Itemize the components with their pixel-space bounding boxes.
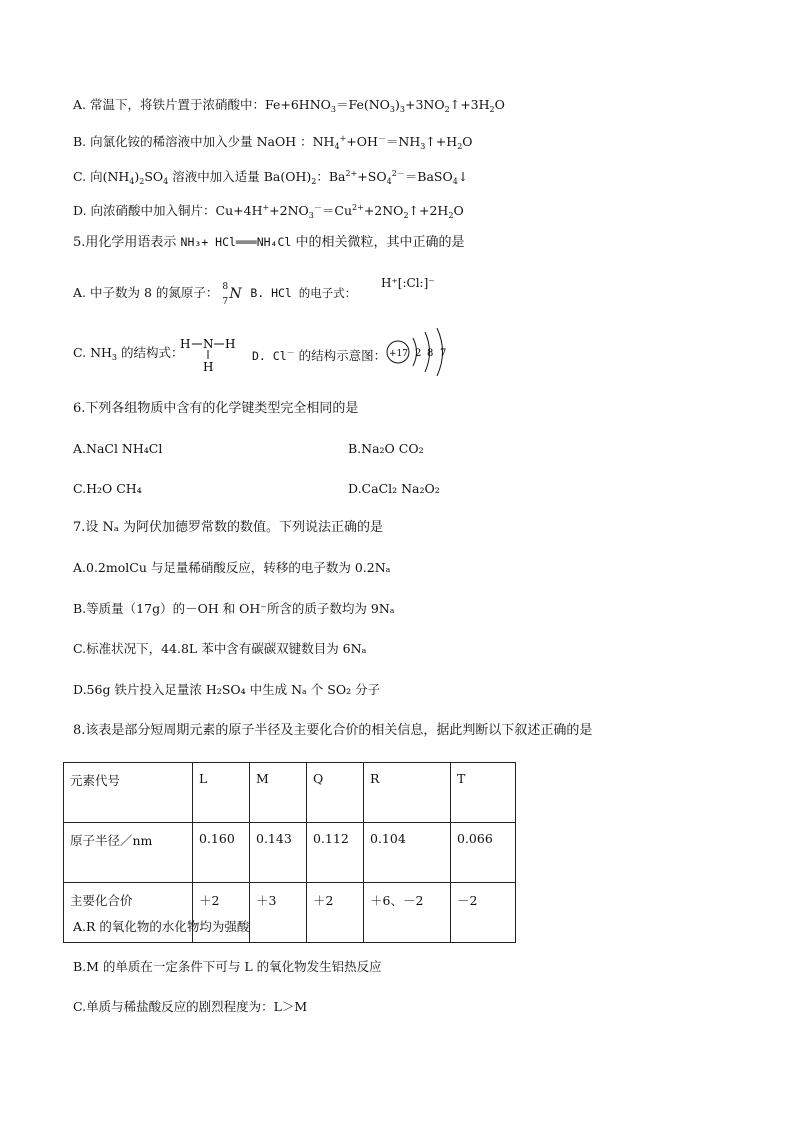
q5-stem-a: 5.用化学用语表示	[73, 235, 181, 250]
q5-option-d-label: D. Cl	[252, 349, 287, 363]
table-cell: 0.160	[193, 823, 250, 883]
q5-option-a	[73, 281, 357, 307]
table-row	[64, 763, 516, 823]
table-cell: 元素代号	[64, 763, 193, 823]
q6-option-b: B.Na₂O CO₂	[348, 441, 424, 456]
hcl-electron-formula	[381, 276, 435, 290]
table-cell: 0.066	[451, 823, 516, 883]
nuclide-notation	[222, 281, 242, 307]
struct-h-left: H	[180, 337, 191, 351]
q4-option-d-text: D. 向浓硝酸中加入铜片：Cu+4H	[73, 203, 263, 218]
struct-h-bottom: H	[203, 360, 214, 374]
q5-option-c: C. $NH_3$ 的结构式：	[73, 345, 184, 362]
nuclide-mass-number: 8	[222, 281, 229, 292]
q4-option-a: A. 常温下，将铁片置于浓硝酸中：$Fe+6HNO_3=Fe(NO_3)_3+3NO_2↑+3H_2O$	[73, 97, 505, 114]
table-cell: ＋3	[250, 883, 307, 943]
table-cell: ＋2	[307, 883, 364, 943]
q6-option-a: A.NaCl NH₄Cl	[73, 441, 163, 456]
table-cell: Q	[307, 763, 364, 823]
q8-option-a: A.R 的氧化物的水化物均为强酸	[73, 919, 250, 934]
struct-n: N	[203, 337, 214, 351]
cl-ion-structure-diagram	[384, 326, 454, 378]
shell-count-2: 8	[427, 348, 434, 359]
q5-option-c-label2: 的结构式：	[117, 345, 184, 360]
q4-option-b: B. 向氯化铵的稀溶液中加入少量 NaOH ：$NH_4^++OH^-=NH_3↑+H_2O$	[73, 134, 473, 151]
q5-option-a-label: A. 中子数为 8 的氮原子：	[73, 285, 219, 300]
q5-option-c-label: C. NH	[73, 345, 112, 360]
q4-option-c: C. 向$(NH_4)_2SO_4$ 溶液中加入适量 $Ba(OH)_2$：$Ba^{2+}+SO_4^{2-}=BaSO_4↓$	[73, 169, 469, 186]
table-cell: M	[250, 763, 307, 823]
q7-option-d: D.56g 铁片投入足量浓 H₂SO₄ 中生成 Nₐ 个 SO₂ 分子	[73, 682, 381, 697]
table-cell: 0.112	[307, 823, 364, 883]
q5-stem-formula: NH₃+ HCl═══NH₄Cl	[180, 235, 292, 249]
q4-option-b-text: B. 向氯化铵的稀溶液中加入少量 NaOH ：NH	[73, 134, 335, 149]
table-cell: ＋6、－2	[364, 883, 451, 943]
nucleus-charge: +17	[389, 349, 408, 359]
table-cell: R	[364, 763, 451, 823]
q5-option-d-label2: 的结构示意图：	[294, 348, 387, 363]
nh3-structural-formula	[178, 334, 238, 374]
hcl-lewis-text: H⁺[:Cl:]⁻	[381, 276, 435, 290]
q8-option-c: C.单质与稀盐酸反应的剧烈程度为：L＞M	[73, 999, 308, 1014]
q7-option-a: A.0.2molCu 与足量稀硝酸反应，转移的电子数为 0.2Nₐ	[73, 560, 391, 575]
q8-option-b: B.M 的单质在一定条件下可与 L 的氧化物发生铝热反应	[73, 959, 382, 974]
q5-stem-b: 中的相关微粒，其中正确的是	[291, 235, 465, 250]
q4-option-d: D. 向浓硝酸中加入铜片：$Cu+4H^++2NO_3^-=Cu^{2+}+2NO_2↑+2H_2O$	[73, 203, 464, 220]
table-row	[64, 823, 516, 883]
shell-count-3: 7	[440, 348, 447, 359]
struct-h-right: H	[225, 337, 236, 351]
table-cell: ＋2	[193, 883, 250, 943]
nuclide-atomic-number: 7	[222, 296, 229, 307]
q7-stem: 7.设 Nₐ 为阿伏加德罗常数的数值。下列说法正确的是	[73, 520, 384, 535]
shell-count-1: 2	[415, 348, 422, 359]
table-cell: 原子半径／nm	[64, 823, 193, 883]
q4-option-c-text: C. 向(NH	[73, 169, 130, 184]
q7-option-c: C.标准状况下，44.8L 苯中含有碳碳双键数目为 6Nₐ	[73, 641, 367, 656]
table-cell: T	[451, 763, 516, 823]
table-cell: －2	[451, 883, 516, 943]
table-cell: L	[193, 763, 250, 823]
q6-stem: 6.下列各组物质中含有的化学键类型完全相同的是	[73, 401, 359, 416]
element-data-table	[63, 762, 516, 943]
q8-stem: 8.该表是部分短周期元素的原子半径及主要化合价的相关信息，据此判断以下叙述正确的是	[73, 723, 593, 738]
table-cell: 0.104	[364, 823, 451, 883]
q7-option-b: B.等质量（17g）的－OH 和 OH⁻所含的质子数均为 9Nₐ	[73, 601, 395, 616]
q4-option-a-text: A. 常温下，将铁片置于浓硝酸中：Fe+6HNO	[73, 97, 331, 112]
table-cell: 0.143	[250, 823, 307, 883]
q6-option-c: C.H₂O CH₄	[73, 481, 142, 496]
q6-option-d: D.CaCl₂ Na₂O₂	[348, 481, 440, 496]
q5-option-d: D. Cl－ 的结构示意图：	[252, 348, 387, 363]
q5-option-b-label: B. HCl 的电子式：	[250, 286, 357, 300]
q5-stem	[73, 233, 464, 252]
nuclide-symbol: N	[229, 285, 242, 302]
table-cell: 主要化合价	[64, 883, 193, 943]
